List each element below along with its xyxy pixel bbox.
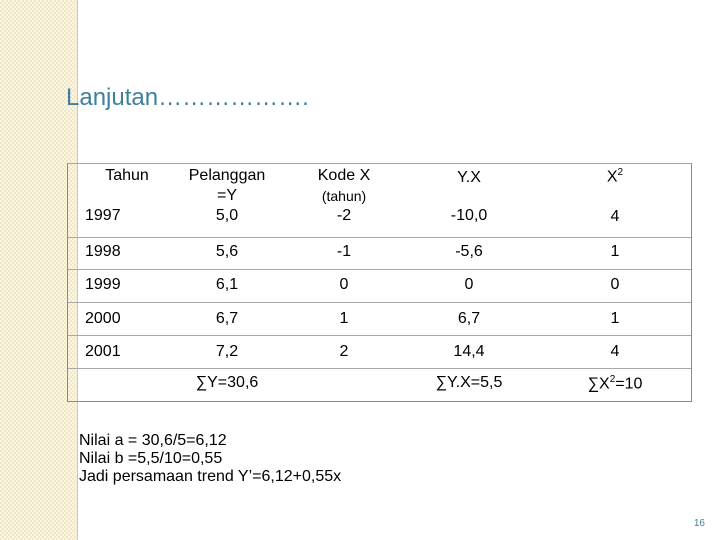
cell-y: 6,1 (215, 276, 239, 293)
header-x2 (607, 167, 623, 186)
cell-y: 6,7 (215, 310, 239, 327)
cell-tahun: 1997 (85, 207, 121, 224)
cell-yx: -10,0 (450, 207, 488, 224)
header-kode-tahun: (tahun) (321, 188, 367, 204)
cell-x: -1 (336, 243, 352, 260)
cell-yx: 14,4 (453, 343, 485, 360)
header-kode-x: Kode X (317, 167, 371, 184)
cell-x: 2 (339, 343, 349, 360)
cell-y: 5,6 (215, 243, 239, 260)
note-line-b: Nilai b =5,5/10=0,55 (79, 450, 223, 467)
total-sum-yx: ∑Y.X=5,5 (435, 374, 503, 391)
row-divider (68, 335, 691, 336)
cell-tahun: 2001 (85, 343, 121, 360)
cell-y: 7,2 (215, 343, 239, 360)
data-table (67, 163, 692, 402)
cell-x2: 4 (610, 343, 620, 360)
cell-x2: 1 (610, 310, 620, 327)
cell-x2: 4 (610, 208, 620, 225)
total-sum-x2-exp: 2 (609, 374, 616, 385)
header-pelanggan: Pelanggan (188, 167, 266, 184)
cell-x: 0 (339, 276, 349, 293)
header-tahun: Tahun (105, 167, 149, 184)
cell-yx: -5,6 (455, 243, 483, 260)
note-line-a: Nilai a = 30,6/5=6,12 (79, 432, 227, 449)
slide-title: Lanjutan………………. (66, 84, 309, 111)
row-divider (68, 368, 691, 369)
total-sum-x2-value: =10 (615, 375, 643, 393)
row-divider (68, 302, 691, 303)
row-divider (68, 269, 691, 270)
total-sum-y: ∑Y=30,6 (195, 374, 259, 391)
cell-x2: 1 (610, 243, 620, 260)
cell-tahun: 1998 (85, 243, 121, 260)
cell-yx: 6,7 (457, 310, 481, 327)
total-sum-x2 (588, 374, 643, 393)
header-yx: Y.X (457, 169, 481, 186)
cell-x: -2 (336, 207, 352, 224)
page-number: 16 (693, 518, 705, 529)
cell-yx: 0 (464, 276, 474, 293)
calculation-notes (79, 432, 341, 486)
total-sum-x2-base: ∑X (587, 375, 610, 393)
cell-tahun: 1999 (85, 276, 121, 293)
cell-tahun: 2000 (85, 310, 121, 327)
note-line-trend: Jadi persamaan trend Y’=6,12+0,55x (79, 468, 342, 485)
cell-x: 1 (339, 310, 349, 327)
row-divider (68, 237, 691, 238)
table-top-border (68, 163, 691, 164)
header-pelanggan-y: =Y (216, 187, 238, 204)
header-x2-exp: 2 (617, 167, 624, 178)
header-x2-base: X (606, 168, 618, 186)
cell-x2: 0 (610, 276, 620, 293)
cell-y: 5,0 (215, 207, 239, 224)
